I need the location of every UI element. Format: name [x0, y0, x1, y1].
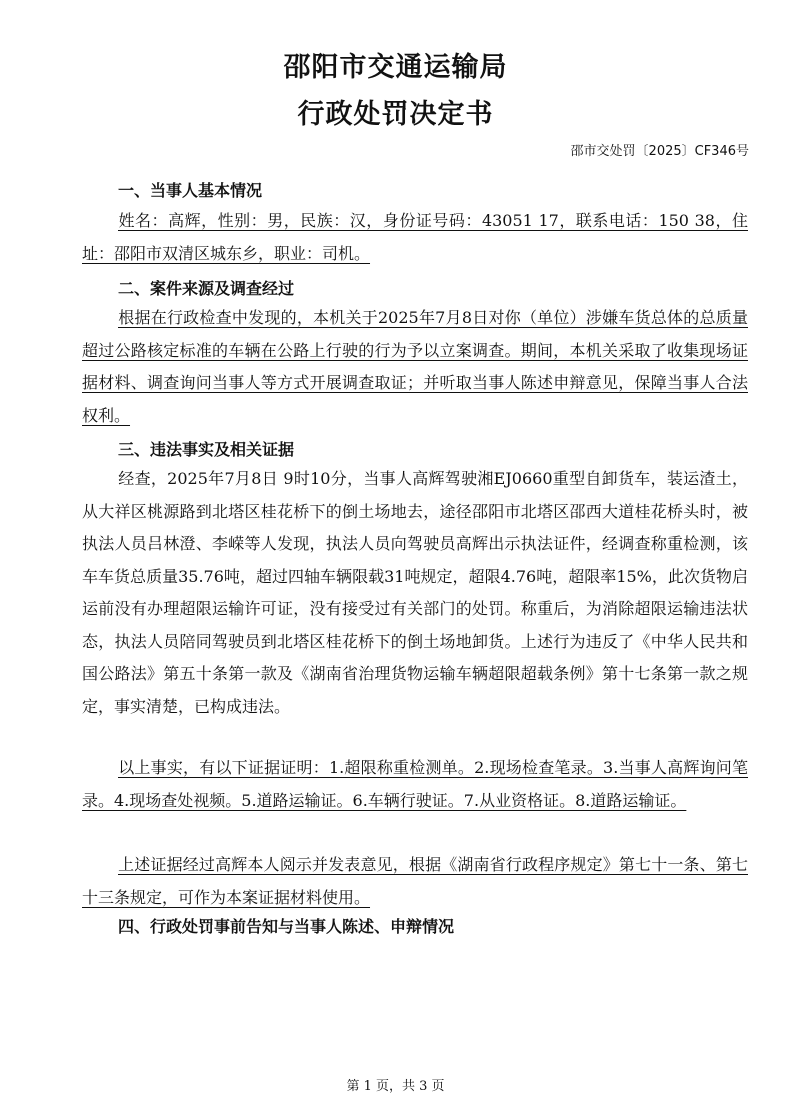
facts-text: 经查，2025年7月8日 9时10分，当事人高辉驾驶湘EJ0660重型自卸货车，装运渣土，从大祥区桃源路到北塔区桂花桥下的倒土场地去，途径邵阳市北塔区邵西大道桂花桥头时，被执法人员吕林澄、李嵘等人发现，执法人员向驾驶员高辉出示执法证件，经调查称重检测，该车车货总质量35.76吨，超过四轴车辆限载31吨规定，超限4.76吨，超限率15%，此次货物启运前没有办理超限运输许可证，没有接受过有关部门的处罚。称重后，为消除超限运输违法状态，执法人员陪同驾驶员到北塔区桂花桥下的倒土场地卸货。上述行为违反了《中华人民共和国公路法》第五十条第一款及《湖南省治理货物运输车辆超限超载条例》第十七条第一款之规定，事实清楚，已构成违法。: [82, 469, 748, 716]
section-2-heading: 二、案件来源及调查经过: [118, 279, 295, 298]
evidence-list-paragraph: [82, 752, 748, 817]
agency-title: 邵阳市交通运输局: [283, 52, 508, 83]
facts-paragraph: [82, 463, 748, 723]
party-info-text: 姓名：高辉，性别：男，民族：汉，身份证号码：43051 17，联系电话：150 38，住址：邵阳市双清区城东乡，职业：司机。: [82, 211, 748, 263]
evidence-confirmation-paragraph: [82, 849, 748, 914]
section-4-heading: 四、行政处罚事前告知与当事人陈述、申辩情况: [118, 917, 455, 936]
page-number: 第 1 页，共 3 页: [346, 1079, 445, 1094]
case-source-paragraph: [82, 302, 748, 432]
evidence-list-text: 以上事实，有以下证据证明：1.超限称重检测单。2.现场检查笔录。3.当事人高辉询问笔录。4.现场查处视频。5.道路运输证。6.车辆行驶证。7.从业资格证。8.道路运输证。: [82, 758, 748, 810]
party-info-paragraph: [82, 205, 748, 270]
section-3-heading: 三、违法事实及相关证据: [118, 440, 295, 459]
document-number: 邵市交处罚〔2025〕CF346号: [570, 144, 749, 159]
evidence-confirmation-text: 上述证据经过高辉本人阅示并发表意见，根据《湖南省行政程序规定》第七十一条、第七十三条规定，可作为本案证据材料使用。: [82, 855, 748, 907]
document-title: 行政处罚决定书: [297, 99, 494, 130]
section-1-heading: 一、当事人基本情况: [118, 181, 263, 200]
case-source-text: 根据在行政检查中发现的，本机关于2025年7月8日对你（单位）涉嫌车货总体的总质量超过公路核定标准的车辆在公路上行驶的行为予以立案调查。期间，本机关采取了收集现场证据材料、调查询问当事人等方式开展调查取证；并听取当事人陈述申辩意见，保障当事人合法权利。: [82, 308, 748, 425]
